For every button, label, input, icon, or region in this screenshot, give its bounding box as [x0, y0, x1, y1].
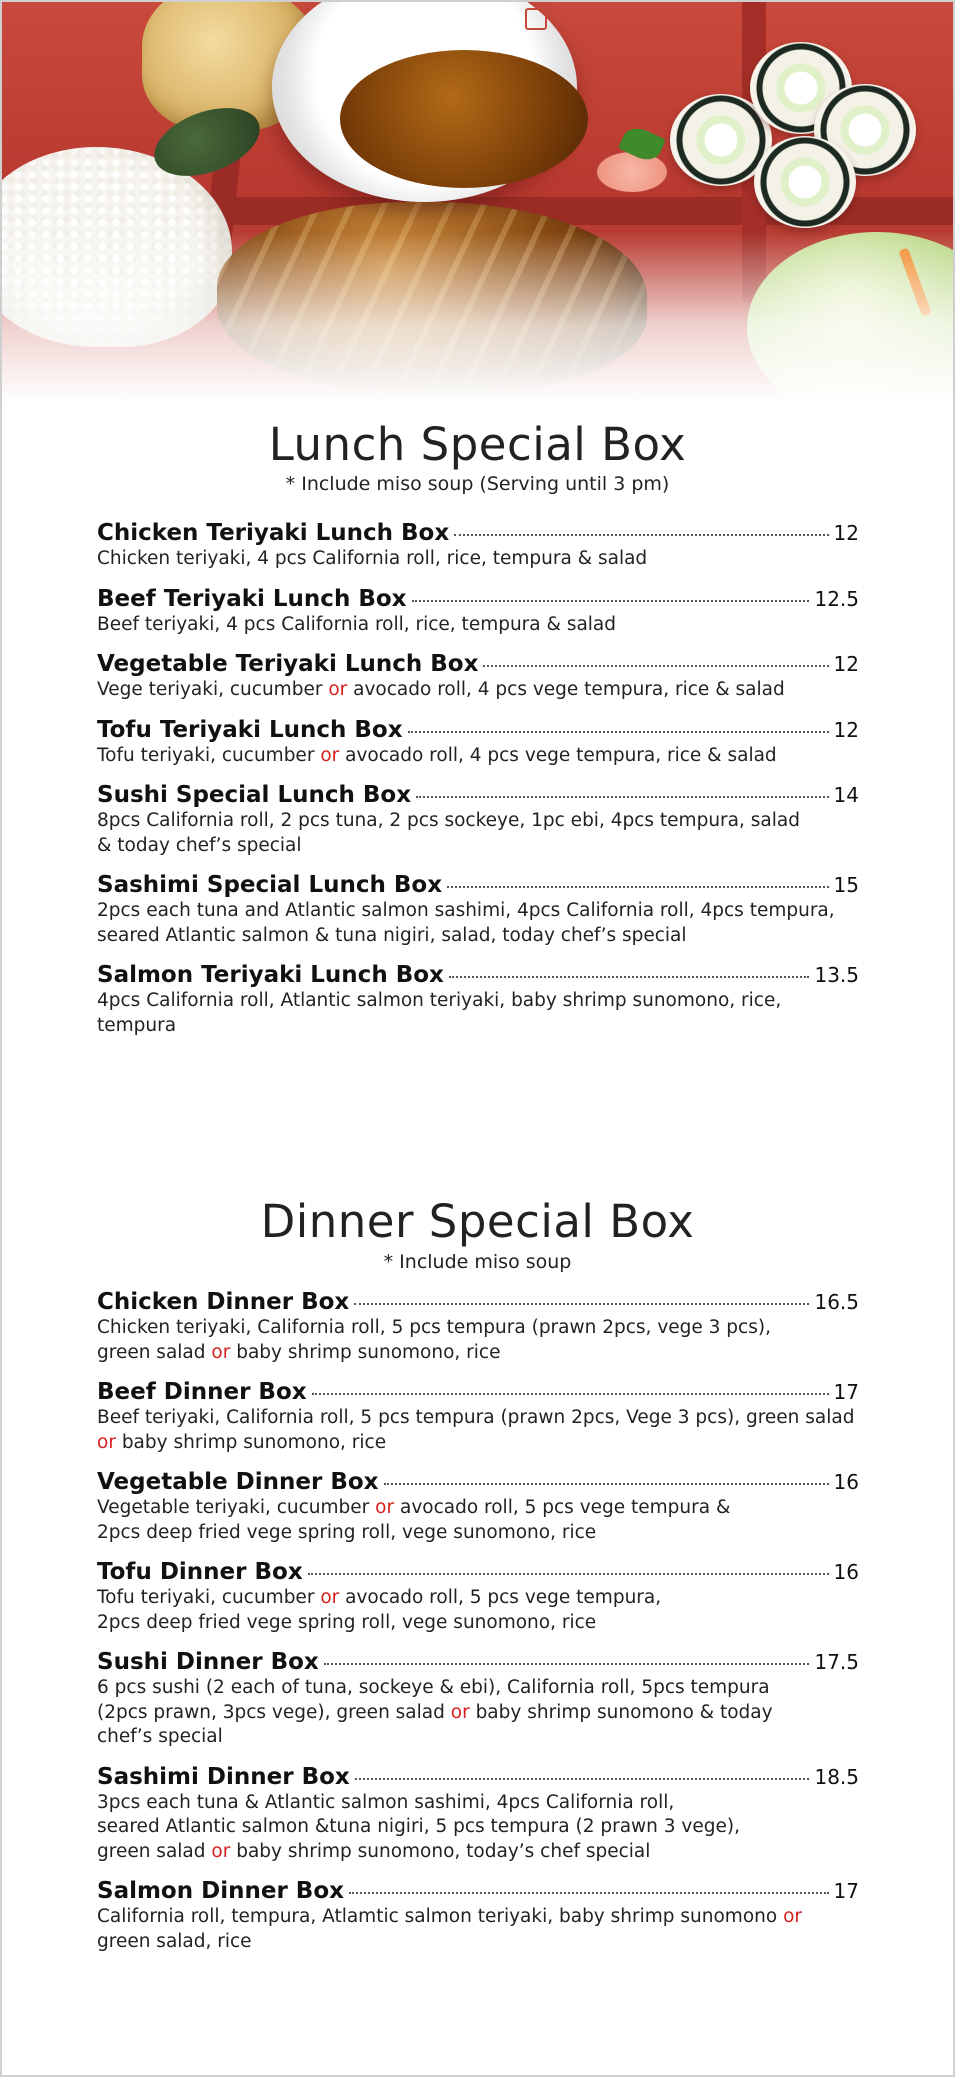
menu-item-price: 14	[833, 783, 859, 807]
menu-item-name: Chicken Dinner Box	[97, 1289, 350, 1315]
menu-item-header	[97, 1559, 859, 1585]
dot-leader	[355, 1778, 810, 1780]
menu-item-price: 17	[833, 1879, 859, 1903]
menu-item-price: 16.5	[814, 1290, 859, 1314]
menu-item-header	[97, 1289, 859, 1315]
menu-item	[97, 1559, 859, 1635]
dot-leader	[324, 1663, 810, 1665]
menu-item-description: 2pcs each tuna and Atlantic salmon sashimi, 4pcs California roll, 4pcs tempura, seared Atlantic salmon & tuna nigiri, salad, today chef’s special	[97, 900, 835, 946]
menu-item-header	[97, 520, 859, 546]
dot-leader	[416, 796, 829, 798]
menu-item-name: Chicken Teriyaki Lunch Box	[97, 520, 450, 546]
dot-leader	[454, 534, 828, 536]
dinner-section-subtitle: * Include miso soup	[383, 1251, 572, 1273]
menu-item	[97, 1289, 859, 1365]
menu-item-price: 12	[833, 717, 859, 742]
menu-item-description: 3pcs each tuna & Atlantic salmon sashimi, 4pcs California roll, seared Atlantic salmon &tuna nigiri, 5 pcs tempura (2 prawn 3 vege), green salad or baby shrimp sunomono, today’s chef special	[97, 1791, 740, 1862]
menu-item-price: 16	[833, 1470, 859, 1494]
menu-item-header	[97, 962, 859, 988]
menu-item-name: Sashimi Dinner Box	[97, 1763, 350, 1790]
menu-item-name: Sushi Dinner Box	[97, 1649, 319, 1675]
menu-item-price: 12	[833, 652, 859, 676]
menu-item	[97, 1379, 859, 1455]
or-highlight: or	[375, 1497, 395, 1518]
menu-item-description: Vege teriyaki, cucumber or avocado roll, 4 pcs vege tempura, rice & salad	[97, 679, 785, 700]
menu-item-header	[97, 872, 859, 898]
menu-item-description: Chicken teriyaki, 4 pcs California roll, rice, tempura & salad	[97, 548, 648, 569]
menu-item-name: Tofu Teriyaki Lunch Box	[97, 716, 403, 743]
menu-item-header	[97, 717, 859, 743]
menu-item-name: Sushi Special Lunch Box	[97, 782, 412, 808]
menu-item-name: Salmon Dinner Box	[97, 1878, 344, 1904]
menu-item-description: 6 pcs sushi (2 each of tuna, sockeye & ebi), California roll, 5pcs tempura (2pcs prawn, 3pcs vege), green salad or baby shrimp sunomono & today chef’s special	[97, 1677, 773, 1747]
dot-leader	[308, 1573, 829, 1575]
menu-item-header	[97, 651, 859, 677]
menu-item-description: Vegetable teriyaki, cucumber or avocado roll, 5 pcs vege tempura & 2pcs deep fried vege spring roll, vege sunomono, rice	[97, 1497, 731, 1543]
menu-item-name: Sashimi Special Lunch Box	[97, 872, 443, 898]
menu-item-description: Tofu teriyaki, cucumber or avocado roll, 4 pcs vege tempura, rice & salad	[97, 744, 777, 766]
menu-item-description: 4pcs California roll, Atlantic salmon teriyaki, baby shrimp sunomono, rice, tempura	[97, 990, 782, 1036]
menu-item	[97, 1649, 859, 1750]
menu-item-header	[97, 1469, 859, 1495]
menu-item-header	[97, 1379, 859, 1405]
menu-item	[97, 1764, 859, 1865]
menu-item-header	[97, 1878, 859, 1904]
menu-item-name: Beef Dinner Box	[97, 1379, 307, 1405]
menu-item	[97, 962, 859, 1038]
menu-item	[97, 520, 859, 572]
lunch-section-title: Lunch Special Box	[268, 418, 687, 471]
or-highlight: or	[211, 1341, 231, 1363]
or-highlight: or	[783, 1906, 803, 1927]
menu-item-price: 15	[833, 873, 859, 897]
bento-box-photo	[2, 2, 953, 402]
menu-item-name: Vegetable Teriyaki Lunch Box	[97, 651, 479, 677]
menu-item	[97, 782, 859, 858]
menu-item-name: Salmon Teriyaki Lunch Box	[97, 962, 444, 988]
dot-leader	[412, 600, 810, 602]
dinner-section-title: Dinner Special Box	[260, 1195, 695, 1248]
dot-leader	[354, 1303, 809, 1305]
menu-item-header	[97, 1764, 859, 1790]
menu-item-name: Vegetable Dinner Box	[97, 1469, 379, 1495]
menu-item	[97, 872, 859, 948]
dinner-menu-list	[97, 1289, 859, 1968]
menu-item-price: 12	[833, 521, 859, 545]
dot-leader	[349, 1892, 829, 1894]
lunch-menu-list	[97, 520, 859, 1052]
menu-item-description: Tofu teriyaki, cucumber or avocado roll, 5 pcs vege tempura, 2pcs deep fried vege spring roll, vege sunomono, rice	[97, 1587, 662, 1633]
menu-item	[97, 651, 859, 703]
or-highlight: or	[450, 1701, 470, 1723]
or-highlight: or	[320, 744, 340, 766]
menu-item-name: Beef Teriyaki Lunch Box	[97, 585, 407, 612]
dot-leader	[312, 1393, 829, 1395]
menu-item-description: 8pcs California roll, 2 pcs tuna, 2 pcs sockeye, 1pc ebi, 4pcs tempura, salad & today chef’s special	[97, 810, 800, 856]
dot-leader	[449, 976, 810, 978]
menu-item-description: California roll, tempura, Atlamtic salmon teriyaki, baby shrimp sunomono or green salad, rice	[97, 1906, 803, 1952]
menu-item-header	[97, 586, 859, 612]
dot-leader	[483, 665, 828, 667]
menu-item	[97, 1469, 859, 1545]
dot-leader	[408, 731, 829, 733]
menu-item-description: Beef teriyaki, California roll, 5 pcs tempura (prawn 2pcs, Vege 3 pcs), green salad or baby shrimp sunomono, rice	[97, 1407, 855, 1453]
menu-item-header	[97, 782, 859, 808]
menu-item	[97, 586, 859, 638]
or-highlight: or	[97, 1431, 116, 1453]
menu-item-price: 18.5	[814, 1764, 859, 1789]
menu-item-price: 13.5	[814, 963, 859, 987]
or-highlight: or	[328, 679, 348, 700]
menu-item-price: 17	[833, 1380, 859, 1404]
menu-item-name: Tofu Dinner Box	[97, 1559, 303, 1585]
menu-item	[97, 717, 859, 769]
dot-leader	[384, 1483, 829, 1485]
lunch-section-subtitle: * Include miso soup (Serving until 3 pm)	[285, 473, 670, 495]
dot-leader	[447, 886, 829, 888]
menu-item-description: Beef teriyaki, 4 pcs California roll, rice, tempura & salad	[97, 613, 617, 635]
menu-item	[97, 1878, 859, 1954]
or-highlight: or	[211, 1840, 231, 1862]
menu-item-header	[97, 1649, 859, 1675]
menu-item-price: 12.5	[814, 586, 859, 611]
menu-item-price: 17.5	[814, 1650, 859, 1674]
or-highlight: or	[320, 1587, 340, 1608]
menu-item-description: Chicken teriyaki, California roll, 5 pcs tempura (prawn 2pcs, vege 3 pcs), green salad or baby shrimp sunomono, rice	[97, 1317, 771, 1363]
menu-item-price: 16	[833, 1560, 859, 1584]
